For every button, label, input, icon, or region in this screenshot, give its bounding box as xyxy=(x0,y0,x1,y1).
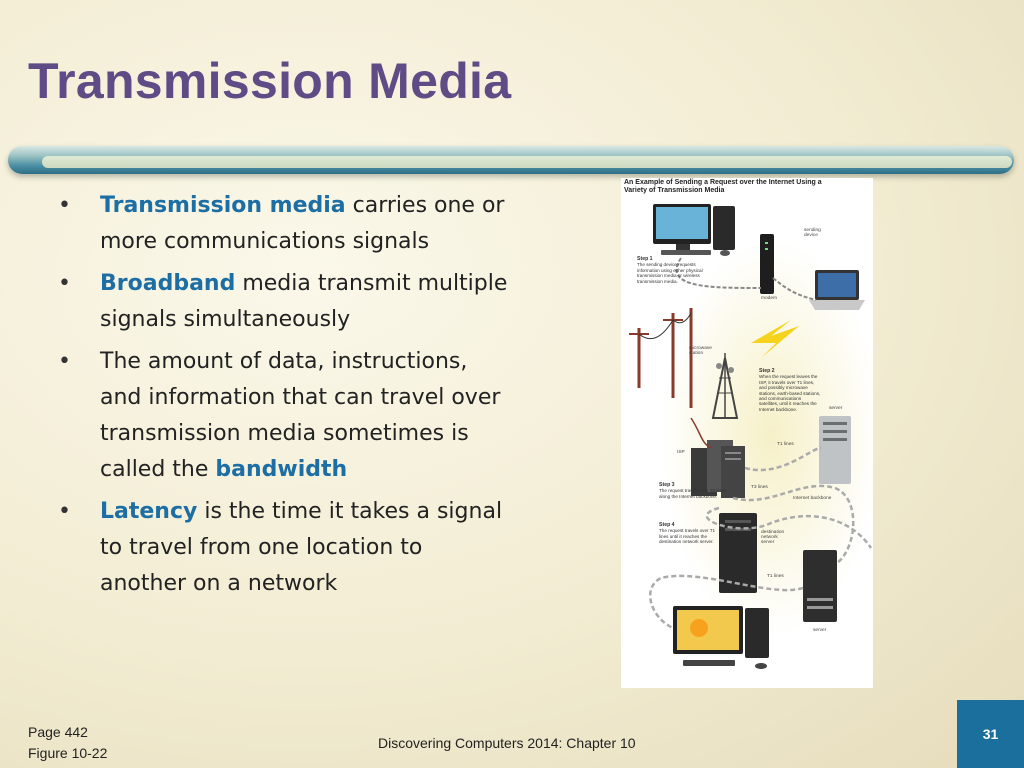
step-text: When the request leaves the ISP, it travels over T1 lines, and possibly microwave stations, earth-based stations, and communications satellites, until it reaches the Internet backbone. xyxy=(759,374,821,412)
bullet-glyph: • xyxy=(58,193,71,218)
bullet-text: carries one or more communications signals xyxy=(100,193,505,254)
bullet-item xyxy=(58,494,508,602)
destination-computer-icon xyxy=(673,606,769,669)
step-label: Step 3 xyxy=(659,482,675,488)
label-modem: modem xyxy=(761,296,777,301)
slide-title: Transmission Media xyxy=(28,53,512,109)
title-divider-highlight xyxy=(42,156,1012,168)
bullet-glyph: • xyxy=(58,499,71,524)
figure-step-3 xyxy=(659,482,737,499)
figure-illustration xyxy=(621,178,873,688)
bullet-glyph: • xyxy=(58,349,71,374)
bullet-item xyxy=(58,188,508,260)
step-label: Step 4 xyxy=(659,522,675,528)
step-text: The request travels over T1 lines until it reaches the destination network server. xyxy=(659,528,716,545)
step-text: The request travels over T3 lines along the Internet backbone. xyxy=(659,488,726,499)
step-label: Step 1 xyxy=(637,256,653,262)
bullet-text: media transmit multiple signals simultaneously xyxy=(100,271,508,332)
figure-step-2 xyxy=(759,368,821,412)
label-microwave-station: microwave station xyxy=(689,346,712,356)
page-number: 31 xyxy=(982,726,999,742)
label-destination-server: destination network server xyxy=(761,530,785,545)
figure-ref-line: Figure 10-22 xyxy=(28,745,108,761)
bullet-keyword: bandwidth xyxy=(215,457,348,482)
label-t3-lines: T3 lines xyxy=(751,485,768,490)
modem-icon xyxy=(760,234,774,294)
server-icon xyxy=(819,416,851,484)
bullet-keyword: Latency xyxy=(100,499,198,524)
bullet-item xyxy=(58,266,508,338)
label-server: server xyxy=(829,406,843,411)
bullet-text: is the time it takes a signal to travel from one location to another on a network xyxy=(100,499,503,596)
bullet-list xyxy=(58,188,508,608)
step-label: Step 2 xyxy=(759,368,775,374)
figure-step-1 xyxy=(637,256,709,284)
figure-title: An Example of Sending a Request over the Internet Using a Variety of Transmission Media xyxy=(624,179,822,194)
label-internet-backbone: Internet backbone xyxy=(793,496,832,501)
bullet-keyword: Broadband xyxy=(100,271,236,296)
laptop-icon xyxy=(809,270,865,310)
bullet-glyph: • xyxy=(58,271,71,296)
figure-step-4 xyxy=(659,522,719,545)
footer-course-title: Discovering Computers 2014: Chapter 10 xyxy=(378,735,636,751)
page-number-box xyxy=(957,700,1024,768)
bullet-item xyxy=(58,344,508,488)
desktop-computer-icon xyxy=(653,204,735,256)
bullet-text: The amount of data, instructions, and information that can travel over transmission media sometimes is called the xyxy=(100,349,501,482)
server-icon xyxy=(803,550,837,622)
step-text: The sending device requests information using either physical transmission media or wireless transmission media. xyxy=(637,262,703,284)
label-sending-device: sending device xyxy=(804,228,821,238)
page-ref-line: Page 442 xyxy=(28,724,88,740)
title-divider-bar xyxy=(8,146,1014,174)
bullet-keyword: Transmission media xyxy=(100,193,346,218)
label-server: server xyxy=(813,628,827,633)
page-reference xyxy=(28,722,107,764)
label-isp: ISP xyxy=(677,450,685,455)
transmission-media-figure xyxy=(621,178,873,688)
label-t1-lines: T1 lines xyxy=(777,442,794,447)
label-t1-lines: T1 lines xyxy=(767,574,784,579)
